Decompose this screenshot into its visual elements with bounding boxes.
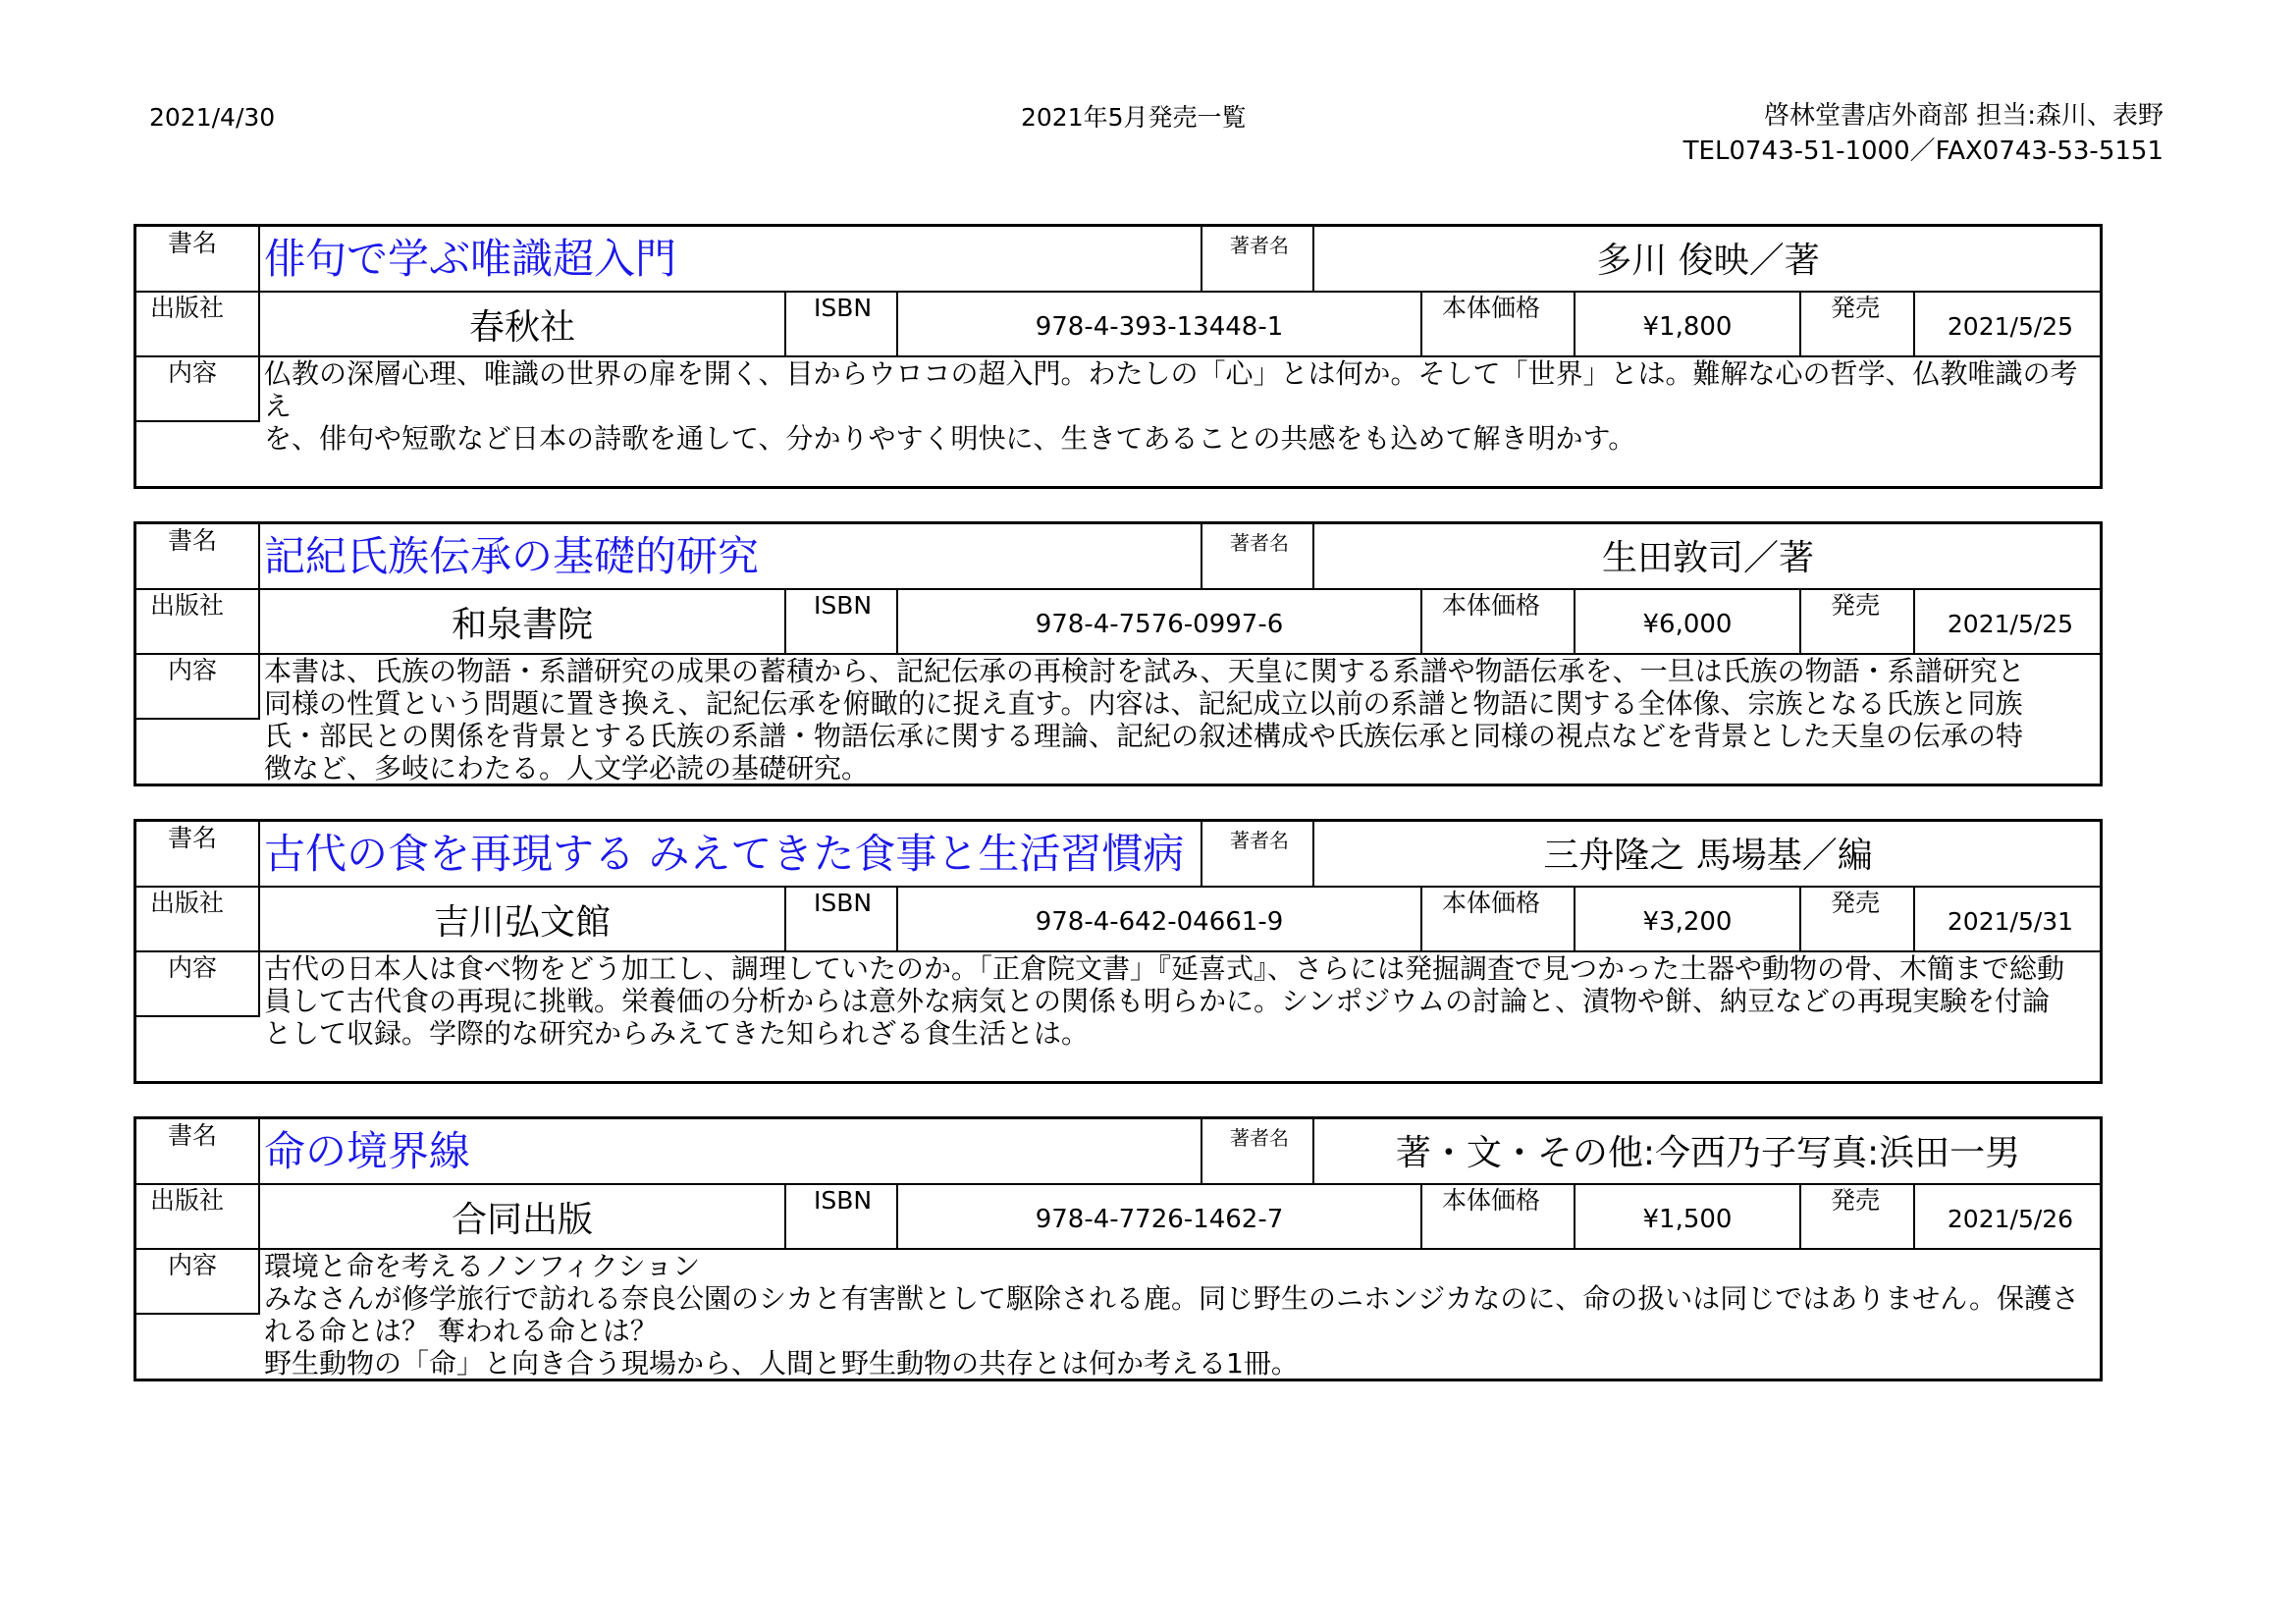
label-isbn: ISBN (814, 294, 873, 322)
label-release: 発売 (1831, 889, 1881, 917)
table-rule (784, 887, 786, 951)
label-content: 内容 (168, 358, 218, 387)
label-author: 著者名 (1230, 829, 1289, 852)
table-rule (1420, 292, 1422, 356)
store-phone-fax: TEL0743-51-1000／FAX0743-53-5151 (1682, 136, 2163, 166)
label-publisher: 出版社 (150, 1186, 225, 1215)
table-rule (1420, 589, 1422, 654)
label-book-title: 書名 (168, 1121, 218, 1150)
book-author: 三舟隆之 馬場基／編 (1543, 836, 1873, 876)
label-author: 著者名 (1230, 1126, 1289, 1150)
book-card (133, 521, 2103, 786)
book-publisher: 吉川弘文館 (433, 902, 611, 943)
label-content: 内容 (168, 656, 218, 684)
book-price: ¥1,800 (1642, 312, 1733, 342)
table-rule (1799, 292, 1801, 356)
book-description (260, 356, 2098, 455)
label-release: 発売 (1831, 294, 1881, 322)
label-isbn: ISBN (814, 591, 873, 620)
table-rule (136, 420, 260, 422)
description-line: 野生動物の「命」と向き合う現場から、人間と野生動物の共存とは何か考える1冊。 (264, 1347, 1299, 1380)
book-publisher: 和泉書院 (451, 605, 593, 645)
table-rule (136, 718, 260, 720)
book-title: 俳句で学ぶ唯識超入門 (264, 235, 677, 283)
label-price: 本体価格 (1442, 1186, 1541, 1215)
book-card (133, 224, 2103, 489)
label-publisher: 出版社 (150, 294, 225, 322)
book-description (260, 951, 2098, 1050)
table-rule (136, 1313, 260, 1315)
description-line: 仏教の深層心理、唯識の世界の扉を開く、目からウロコの超入門。わたしの「心」とは何か。そして「世界」とは。難解な心の哲学、仏教唯識の考え (264, 357, 2078, 422)
label-publisher: 出版社 (150, 591, 225, 620)
document-title: 2021年5月発売一覧 (1021, 103, 1247, 132)
store-department: 啓林堂書店外商部 担当:森川、表野 (1763, 101, 2163, 131)
table-rule (1799, 589, 1801, 654)
label-release: 発売 (1831, 1186, 1881, 1215)
table-rule (1799, 1184, 1801, 1249)
label-author: 著者名 (1230, 234, 1289, 257)
book-author: 著・文・その他:今西乃子写真:浜田一男 (1395, 1133, 2021, 1173)
label-book-title: 書名 (168, 229, 218, 257)
document-date: 2021/4/30 (149, 103, 276, 132)
table-rule (1420, 887, 1422, 951)
label-price: 本体価格 (1442, 591, 1541, 620)
label-price: 本体価格 (1442, 294, 1541, 322)
book-title: 記紀氏族伝承の基礎的研究 (264, 532, 760, 580)
description-line: として収録。学際的な研究からみえてきた知られざる食生活とは。 (264, 1017, 1090, 1050)
label-price: 本体価格 (1442, 889, 1541, 917)
description-line: を、俳句や短歌など日本の詩歌を通して、分かりやすく明快に、生きてあることの共感をも込めて解き明かす。 (264, 422, 1636, 455)
description-line: 古代の日本人は食べ物をどう加工し、調理していたのか。「正倉院文書」『延喜式』、さらには発掘調査で見つかった土器や動物の骨、木簡まで総動 (264, 952, 2065, 985)
table-rule (1201, 822, 1202, 887)
book-isbn: 978-4-7726-1462-7 (1035, 1205, 1284, 1234)
book-isbn: 978-4-7576-0997-6 (1035, 610, 1284, 639)
table-rule (784, 1184, 786, 1249)
book-release-date: 2021/5/25 (1947, 312, 2074, 341)
book-title: 古代の食を再現する みえてきた食事と生活習慣病 (264, 830, 1185, 878)
book-price: ¥6,000 (1642, 610, 1733, 639)
book-title: 命の境界線 (264, 1127, 471, 1175)
label-isbn: ISBN (814, 889, 873, 917)
book-description (260, 1249, 2098, 1380)
description-line: 本書は、氏族の物語・系譜研究の成果の蓄積から、記紀伝承の再検討を試み、天皇に関する系譜や物語伝承を、一旦は氏族の物語・系譜研究と (264, 655, 2025, 687)
table-rule (1420, 1184, 1422, 1249)
label-author: 著者名 (1230, 531, 1289, 555)
book-card (133, 819, 2103, 1084)
book-isbn: 978-4-642-04661-9 (1035, 907, 1284, 937)
book-card (133, 1116, 2103, 1381)
label-content: 内容 (168, 1251, 218, 1279)
book-price: ¥1,500 (1642, 1205, 1733, 1234)
description-line: 徴など、多岐にわたる。人文学必読の基礎研究。 (264, 752, 870, 784)
book-isbn: 978-4-393-13448-1 (1035, 312, 1284, 342)
description-line: 環境と命を考えるノンフィクション (264, 1250, 701, 1282)
description-line: 同様の性質という問題に置き換え、記紀伝承を俯瞰的に捉え直す。内容は、記紀成立以前の系譜と物語に関する全体像、宗族となる氏族と同族 (264, 687, 2023, 720)
book-price: ¥3,200 (1642, 907, 1733, 937)
book-publisher: 合同出版 (451, 1200, 593, 1240)
store-contact-block (1683, 98, 2163, 169)
description-line: れる命とは？ 奪われる命とは？ (264, 1315, 658, 1347)
book-release-date: 2021/5/25 (1947, 610, 2074, 638)
label-book-title: 書名 (168, 824, 218, 852)
label-content: 内容 (168, 953, 218, 982)
description-line: 氏・部民との関係を背景とする氏族の系譜・物語伝承に関する理論、記紀の叙述構成や氏族伝承と同様の視点などを背景とした天皇の伝承の特 (264, 720, 2024, 752)
table-rule (784, 292, 786, 356)
table-rule (784, 589, 786, 654)
description-line: みなさんが修学旅行で訪れる奈良公園のシカと有害獣として駆除される鹿。同じ野生のニホンジカなのに、命の扱いは同じではありません。保護さ (264, 1282, 2079, 1315)
table-rule (1201, 524, 1202, 589)
description-line: 員して古代食の再現に挑戦。栄養価の分析からは意外な病気との関係も明らかに。シンポジウムの討論と、漬物や餅、納豆などの再現実験を付論 (264, 985, 2051, 1017)
table-rule (1201, 1119, 1202, 1184)
label-isbn: ISBN (814, 1186, 873, 1215)
book-release-date: 2021/5/31 (1947, 907, 2074, 936)
table-rule (136, 1015, 260, 1017)
label-book-title: 書名 (168, 526, 218, 555)
book-description (260, 654, 2098, 784)
book-release-date: 2021/5/26 (1947, 1205, 2074, 1233)
book-publisher: 春秋社 (468, 307, 575, 348)
label-release: 発売 (1831, 591, 1881, 620)
book-author: 生田敦司／著 (1601, 538, 1814, 578)
label-publisher: 出版社 (150, 889, 225, 917)
book-author: 多川 俊映／著 (1596, 241, 1820, 281)
table-rule (1799, 887, 1801, 951)
table-rule (1201, 227, 1202, 292)
